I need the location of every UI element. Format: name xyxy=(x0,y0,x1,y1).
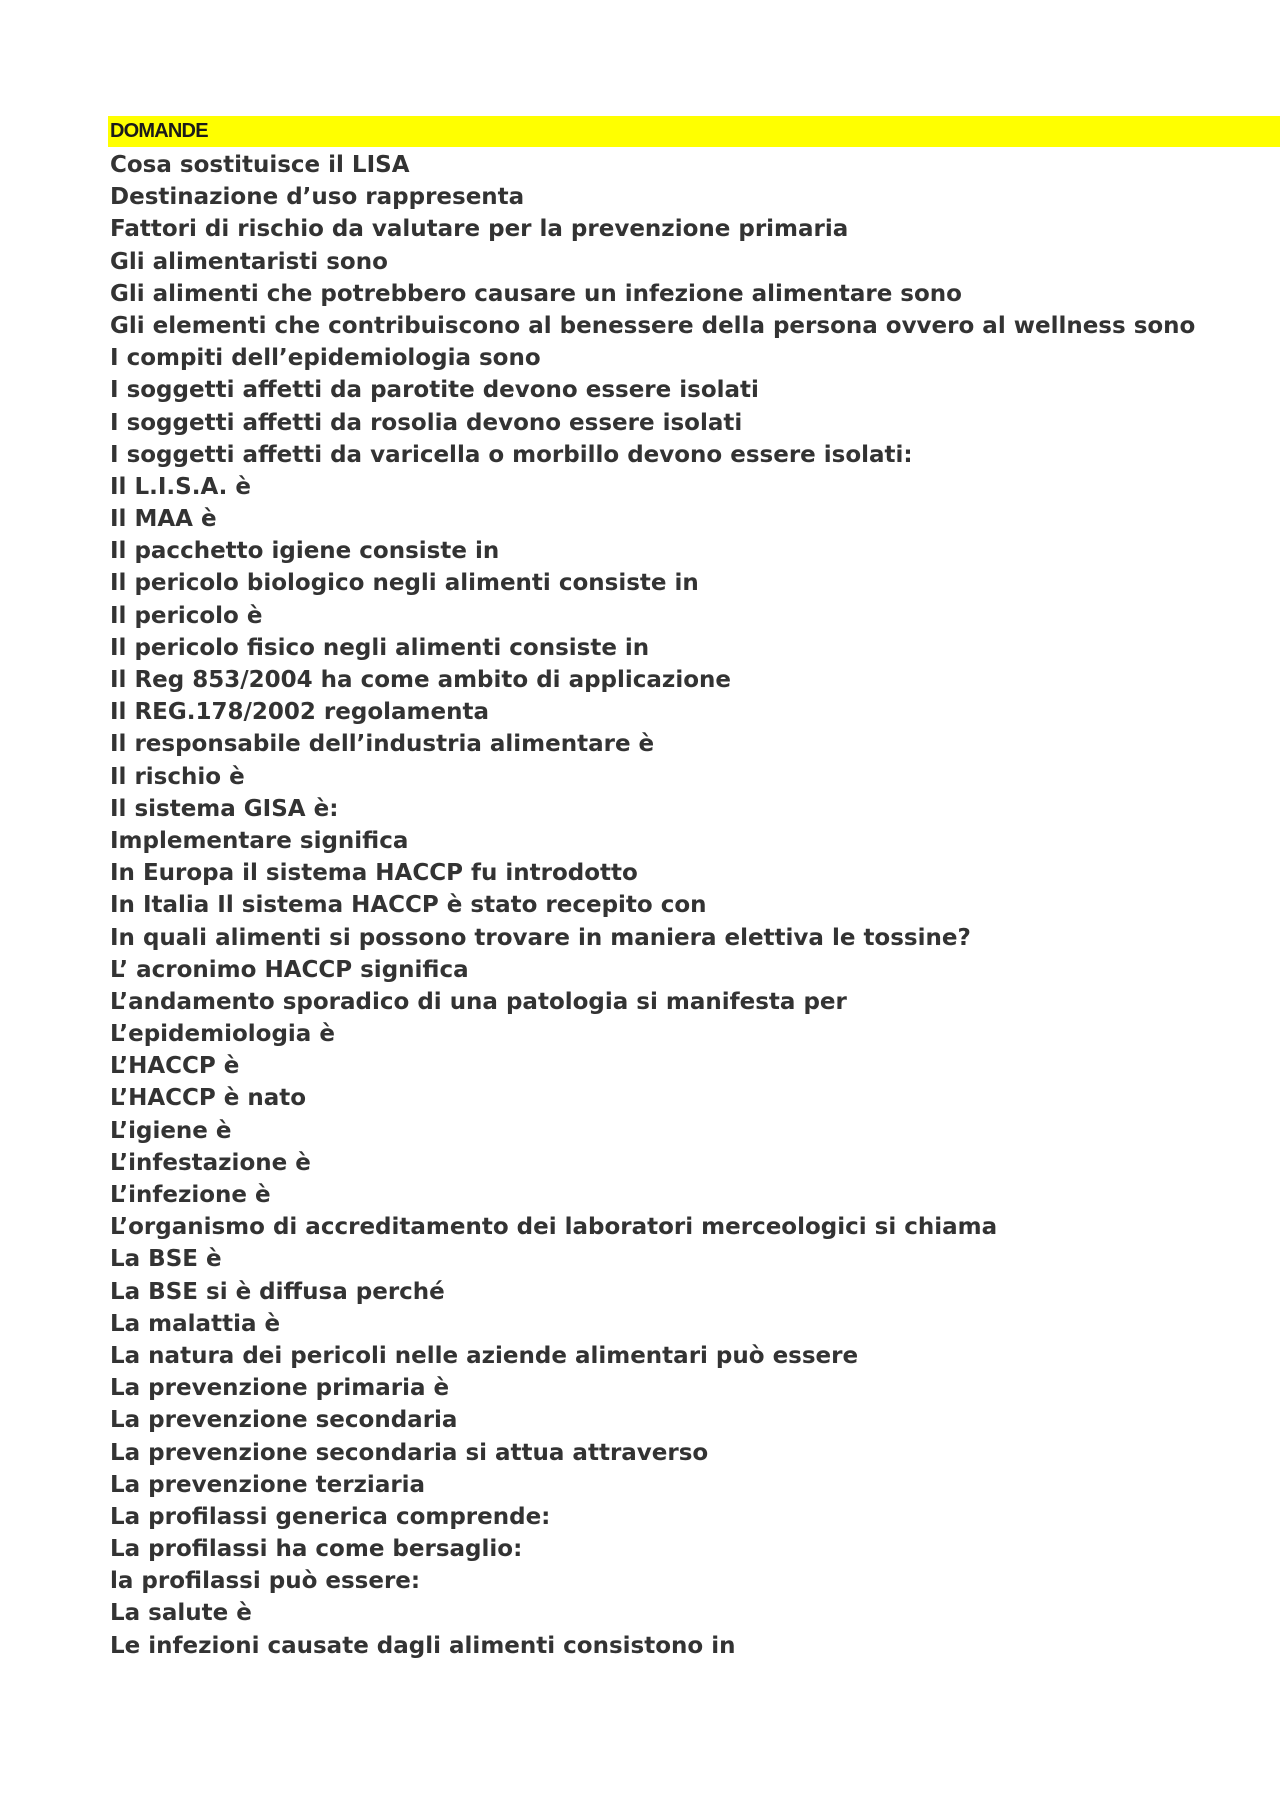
question-item: Il L.I.S.A. è xyxy=(110,473,252,500)
question-item: La prevenzione secondaria si attua attraverso xyxy=(110,1439,709,1466)
question-list xyxy=(110,149,1275,1662)
question-item: Il responsabile dell’industria alimentare è xyxy=(110,731,655,758)
question-item: La natura dei pericoli nelle aziende alimentari può essere xyxy=(110,1342,859,1369)
question-item: Gli alimenti che potrebbero causare un infezione alimentare sono xyxy=(110,280,962,307)
question-item: I soggetti affetti da rosolia devono essere isolati xyxy=(110,409,743,436)
question-item: L’organismo di accreditamento dei laboratori merceologici si chiama xyxy=(110,1214,998,1241)
question-item: L’HACCP è xyxy=(110,1053,240,1080)
question-item: La prevenzione secondaria xyxy=(110,1407,458,1434)
question-item: Il pericolo è xyxy=(110,602,263,629)
question-item: Destinazione d’uso rappresenta xyxy=(110,184,525,211)
question-item: In quali alimenti si possono trovare in maniera elettiva le tossine? xyxy=(110,924,971,951)
question-item: Fattori di rischio da valutare per la prevenzione primaria xyxy=(110,216,849,243)
question-item: I compiti dell’epidemiologia sono xyxy=(110,345,541,372)
question-item: Le infezioni causate dagli alimenti consistono in xyxy=(110,1632,736,1659)
question-item: La prevenzione primaria è xyxy=(110,1375,450,1402)
question-item: la profilassi può essere: xyxy=(110,1568,421,1595)
question-item: La prevenzione terziaria xyxy=(110,1471,426,1498)
question-item: L’HACCP è nato xyxy=(110,1085,307,1112)
question-item: L’epidemiologia è xyxy=(110,1021,335,1048)
question-item: I soggetti affetti da parotite devono essere isolati xyxy=(110,377,759,404)
question-item: Implementare significa xyxy=(110,827,409,854)
question-item: La BSE si è diffusa perché xyxy=(110,1278,445,1305)
question-item: La profilassi generica comprende: xyxy=(110,1503,551,1530)
question-item: L’infezione è xyxy=(110,1182,271,1208)
question-item: Il pericolo fisico negli alimenti consiste in xyxy=(110,634,650,661)
question-item: Il pericolo biologico negli alimenti consiste in xyxy=(110,570,699,597)
question-item: Cosa sostituisce il LISA xyxy=(110,152,410,178)
question-item: Il rischio è xyxy=(110,763,245,790)
question-item: Il REG.178/2002 regolamenta xyxy=(110,699,489,726)
question-item: Gli alimentaristi sono xyxy=(110,248,388,275)
question-item: La malattia è xyxy=(110,1310,281,1337)
question-item: Il sistema GISA è: xyxy=(110,795,339,822)
question-item: La salute è xyxy=(110,1600,252,1627)
question-item: Il pacchetto igiene consiste in xyxy=(110,538,500,565)
header-title: DOMANDE xyxy=(110,120,208,142)
header-highlight xyxy=(108,116,1280,147)
question-item: L’igiene è xyxy=(110,1117,232,1144)
question-item: L’infestazione è xyxy=(110,1149,311,1176)
question-item: Gli elementi che contribuiscono al benessere della persona ovvero al wellness sono xyxy=(110,312,1196,339)
question-item: In Italia Il sistema HACCP è stato recepito con xyxy=(110,892,707,919)
question-item: La BSE è xyxy=(110,1246,222,1273)
question-item: Il MAA è xyxy=(110,506,217,533)
question-item: Il Reg 853/2004 ha come ambito di applicazione xyxy=(110,667,731,693)
question-item: La profilassi ha come bersaglio: xyxy=(110,1536,523,1563)
question-item: In Europa il sistema HACCP fu introdotto xyxy=(110,860,638,887)
question-item: I soggetti affetti da varicella o morbillo devono essere isolati: xyxy=(110,441,913,468)
question-item: L’andamento sporadico di una patologia si manifesta per xyxy=(110,988,847,1015)
question-item: L’ acronimo HACCP significa xyxy=(110,956,469,983)
